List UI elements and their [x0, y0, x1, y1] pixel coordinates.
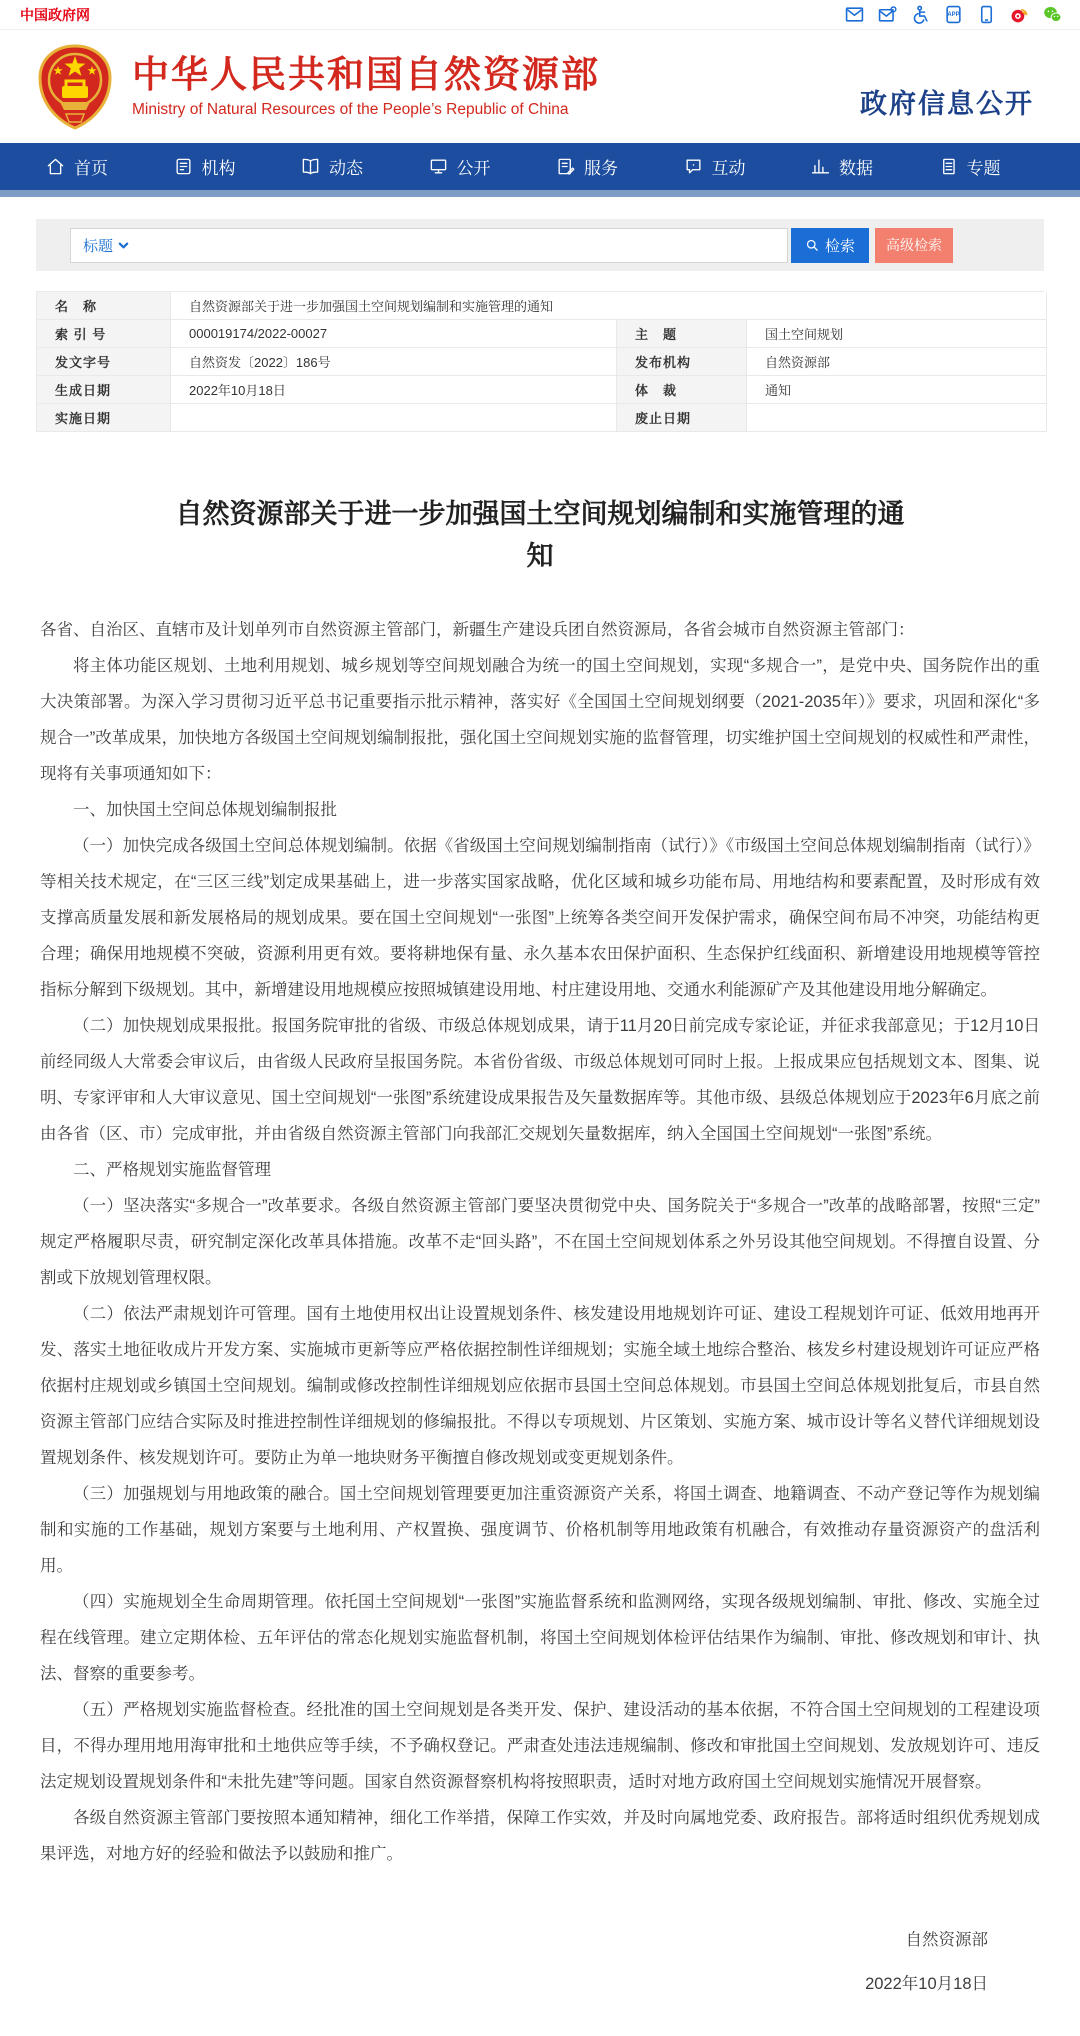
- doc-paragraph: （二）加快规划成果报批。报国务院审批的省级、市级总体规划成果，请于11月20日前完成专家论证，并征求我部意见；于12月10日前经同级人大常委会审议后，由省级人民政府呈报国务院。本省份省级、市级总体规划可同时上报。上报成果应包括规划文本、图集、说明、专家评审和人大审议意见、国土空间规划“一张图”系统建设成果报告及矢量数据库等。其他市级、县级总体规划应于2023年6月底之前由各省（区、市）完成审批，并由省级自然资源主管部门向我部汇交规划矢量数据库，纳入全国国土空间规划“一张图”系统。: [40, 1016, 1040, 1143]
- meta-label-created: 生成日期: [37, 376, 171, 404]
- nav-label: 数据: [839, 159, 873, 178]
- nav-item-interact[interactable]: [668, 154, 796, 179]
- nav-item-org[interactable]: [158, 154, 286, 179]
- meta-value-topic: 国土空间规划: [747, 320, 1047, 348]
- signature-org: 自然资源部: [905, 1930, 988, 1949]
- page-title: 政府信息公开: [860, 89, 1034, 119]
- meta-value-created: 2022年10月18日: [171, 376, 617, 404]
- accessibility-icon[interactable]: [911, 5, 930, 24]
- national-emblem-logo: [36, 44, 114, 130]
- meta-label-name: 名 称: [37, 292, 171, 320]
- nav-label: 互动: [711, 159, 746, 178]
- site-masthead: [0, 30, 1080, 143]
- ministry-name-cn: 中华人民共和国自然资源部: [132, 54, 600, 96]
- doc-paragraph: （一）坚决落实“多规合一”改革要求。各级自然资源主管部门要坚决贯彻党中央、国务院关于“多规合一”改革的战略部署，按照“三定”规定严格履职尽责，研究制定深化改革具体措施。改革不走“回头路”，不在国土空间规划体系之外另设其他空间规划。不得擅自设置、分割或下放规划管理权限。: [40, 1196, 1040, 1287]
- nav-accent-strip: [0, 190, 1080, 197]
- nav-label: 专题: [966, 159, 1001, 178]
- service-icon: [556, 157, 575, 176]
- search-section: [0, 197, 1080, 271]
- meta-value-name: 自然资源部关于进一步加强国土空间规划编制和实施管理的通知: [171, 292, 1047, 320]
- nav-item-topic[interactable]: [923, 154, 1051, 179]
- doc-paragraph: （五）严格规划实施监督检查。经批准的国土空间规划是各类开发、保护、建设活动的基本依据，不符合国土空间规划的工程建设项目，不得办理用地用海审批和土地供应等手续，不予确权登记。严肃查处违法违规编制、修改和审批国土空间规划、发放规划许可、违反法定规划设置规划条件和“未批先建”等问题。国家自然资源督察机构将按照职责，适时对地方政府国土空间规划实施情况开展督察。: [40, 1700, 1040, 1791]
- meta-label-implement: 实施日期: [37, 404, 171, 432]
- app-icon[interactable]: [944, 5, 963, 24]
- document-metadata: [0, 271, 1080, 432]
- meta-label-publisher: 发布机构: [617, 348, 747, 376]
- meta-label-index: 索 引 号: [37, 320, 171, 348]
- nav-item-news[interactable]: [285, 154, 413, 179]
- doc-paragraph: 将主体功能区规划、土地利用规划、城乡规划等空间规划融合为统一的国土空间规划，实现“多规合一”，是党中央、国务院作出的重大决策部署。为深入学习贯彻习近平总书记重要指示批示精神，落实好《全国国土空间规划纲要（2021-2035年）》要求，巩固和深化“多规合一”改革成果，加快地方各级国土空间规划编制报批，强化国土空间规划实施的监督管理，切实维护国土空间规划的权威性和严肃性，现将有关事项通知如下：: [40, 656, 1040, 783]
- topbar-icon-group: [845, 5, 1062, 24]
- top-utility-bar: [0, 0, 1080, 30]
- ministry-name-block: [132, 54, 600, 119]
- document-body: [0, 494, 1080, 2036]
- search-button[interactable]: [791, 228, 869, 263]
- signature-date: 2022年10月18日: [865, 1974, 988, 1993]
- search-bar: [36, 219, 1044, 271]
- doc-paragraph: （一）加快完成各级国土空间总体规划编制。依据《省级国土空间规划编制指南（试行）》《市级国土空间总体规划编制指南（试行）》等相关技术规定，在“三区三线”划定成果基础上，进一步落实国家战略，优化区域和城乡功能布局、用地结构和要素配置，及时形成有效支撑高质量发展和新发展格局的规划成果。要在国土空间规划“一张图”上统筹各类空间开发保护需求，确保空间布局不冲突，功能结构更合理；确保用地规模不突破，资源利用更有效。要将耕地保有量、永久基本农田保护面积、生态保护红线面积、新增建设用地规模等管控指标分解到下级规划。其中，新增建设用地规模应按照城镇建设用地、村庄建设用地、交通水利能源矿产及其他建设用地分解确定。: [40, 836, 1040, 999]
- doc-paragraph: （四）实施规划全生命周期管理。依托国土空间规划“一张图”实施监督系统和监测网络，实现各级规划编制、审批、修改、实施全过程在线管理。建立定期体检、五年评估的常态化规划实施监督机制，将国土空间规划体检评估结果作为编制、审批、修改规划和审计、执法、督察的重要参考。: [40, 1592, 1040, 1683]
- mail-icon[interactable]: [845, 5, 864, 24]
- search-field-label: 标题: [83, 237, 114, 255]
- doc-section-heading: 一、加快国土空间总体规划编制报批: [73, 800, 337, 819]
- meta-value-publisher: 自然资源部: [747, 348, 1047, 376]
- document-title: 自然资源部关于进一步加强国土空间规划编制和实施管理的通知: [175, 499, 905, 571]
- meta-value-docno: 自然资发〔2022〕186号: [171, 348, 617, 376]
- meta-value-genre: 通知: [747, 376, 1047, 404]
- topic-icon: [939, 157, 958, 176]
- meta-label-docno: 发文字号: [37, 348, 171, 376]
- org-icon: [174, 157, 193, 176]
- meta-value-implement: [171, 404, 617, 432]
- data-icon: [811, 157, 830, 176]
- nav-item-disclosure[interactable]: [413, 154, 541, 179]
- doc-paragraph: （三）加强规划与用地政策的融合。国土空间规划管理要更加注重资源资产关系，将国土调查、地籍调查、不动产登记等作为规划编制和实施的工作基础，规划方案要与土地利用、产权置换、强度调节、价格机制等用地政策有机融合，有效推动存量资源资产的盘活利用。: [40, 1484, 1040, 1575]
- search-field-selector[interactable]: [83, 235, 129, 256]
- chevron-down-icon: [118, 240, 129, 251]
- gov-portal-link[interactable]: 中国政府网: [20, 6, 90, 23]
- search-input[interactable]: [70, 228, 788, 263]
- search-icon: [805, 238, 820, 253]
- nav-item-service[interactable]: [540, 154, 668, 179]
- search-button-label: 检索: [824, 237, 855, 255]
- nav-item-data[interactable]: [795, 154, 923, 179]
- home-icon: [46, 157, 65, 176]
- nav-item-home[interactable]: [30, 154, 158, 179]
- meta-value-abolish: [747, 404, 1047, 432]
- signature-block: [40, 1918, 1040, 2006]
- weibo-icon[interactable]: [1010, 5, 1029, 24]
- disclosure-icon: [429, 157, 448, 176]
- subscribe-icon[interactable]: [878, 5, 897, 24]
- meta-label-topic: 主 题: [617, 320, 747, 348]
- ministry-name-en: Ministry of Natural Resources of the People’s Republic of China: [132, 100, 569, 118]
- advanced-search-button[interactable]: 高级检索: [875, 228, 953, 263]
- wechat-icon[interactable]: [1043, 5, 1062, 24]
- meta-label-genre: 体 裁: [617, 376, 747, 404]
- doc-paragraph: 各级自然资源主管部门要按照本通知精神，细化工作举措，保障工作实效，并及时向属地党委、政府报告。部将适时组织优秀规划成果评选，对地方好的经验和做法予以鼓励和推广。: [40, 1808, 1040, 1863]
- nav-label: 首页: [74, 159, 108, 178]
- nav-label: 机构: [201, 159, 236, 178]
- nav-label: 公开: [456, 159, 491, 178]
- nav-label: 动态: [329, 159, 363, 178]
- interact-icon: [684, 157, 703, 176]
- nav-label: 服务: [584, 159, 618, 178]
- metadata-table: [36, 291, 1044, 432]
- doc-paragraph: 各省、自治区、直辖市及计划单列市自然资源主管部门，新疆生产建设兵团自然资源局，各省会城市自然资源主管部门：: [40, 620, 915, 639]
- news-icon: [301, 157, 320, 176]
- mobile-icon[interactable]: [977, 5, 996, 24]
- meta-label-abolish: 废止日期: [617, 404, 747, 432]
- main-nav: [0, 143, 1080, 190]
- svg-text:APP: APP: [947, 12, 960, 19]
- doc-section-heading: 二、严格规划实施监督管理: [73, 1160, 271, 1179]
- doc-paragraph: （二）依法严肃规划许可管理。国有土地使用权出让设置规划条件、核发建设用地规划许可证、建设工程规划许可证、低效用地再开发、落实土地征收成片开发方案、实施城市更新等应严格依据控制性详细规划；实施全域土地综合整治、核发乡村建设规划许可证应严格依据村庄规划或乡镇国土空间规划。编制或修改控制性详细规划应依据市县国土空间总体规划。市县国土空间总体规划批复后，市县自然资源主管部门应结合实际及时推进控制性详细规划的修编报批。不得以专项规划、片区策划、实施方案、城市设计等名义替代详细规划设置规划条件、核发规划许可。要防止为单一地块财务平衡擅自修改规划或变更规划条件。: [40, 1304, 1040, 1467]
- meta-value-index: 000019174/2022-00027: [171, 320, 617, 348]
